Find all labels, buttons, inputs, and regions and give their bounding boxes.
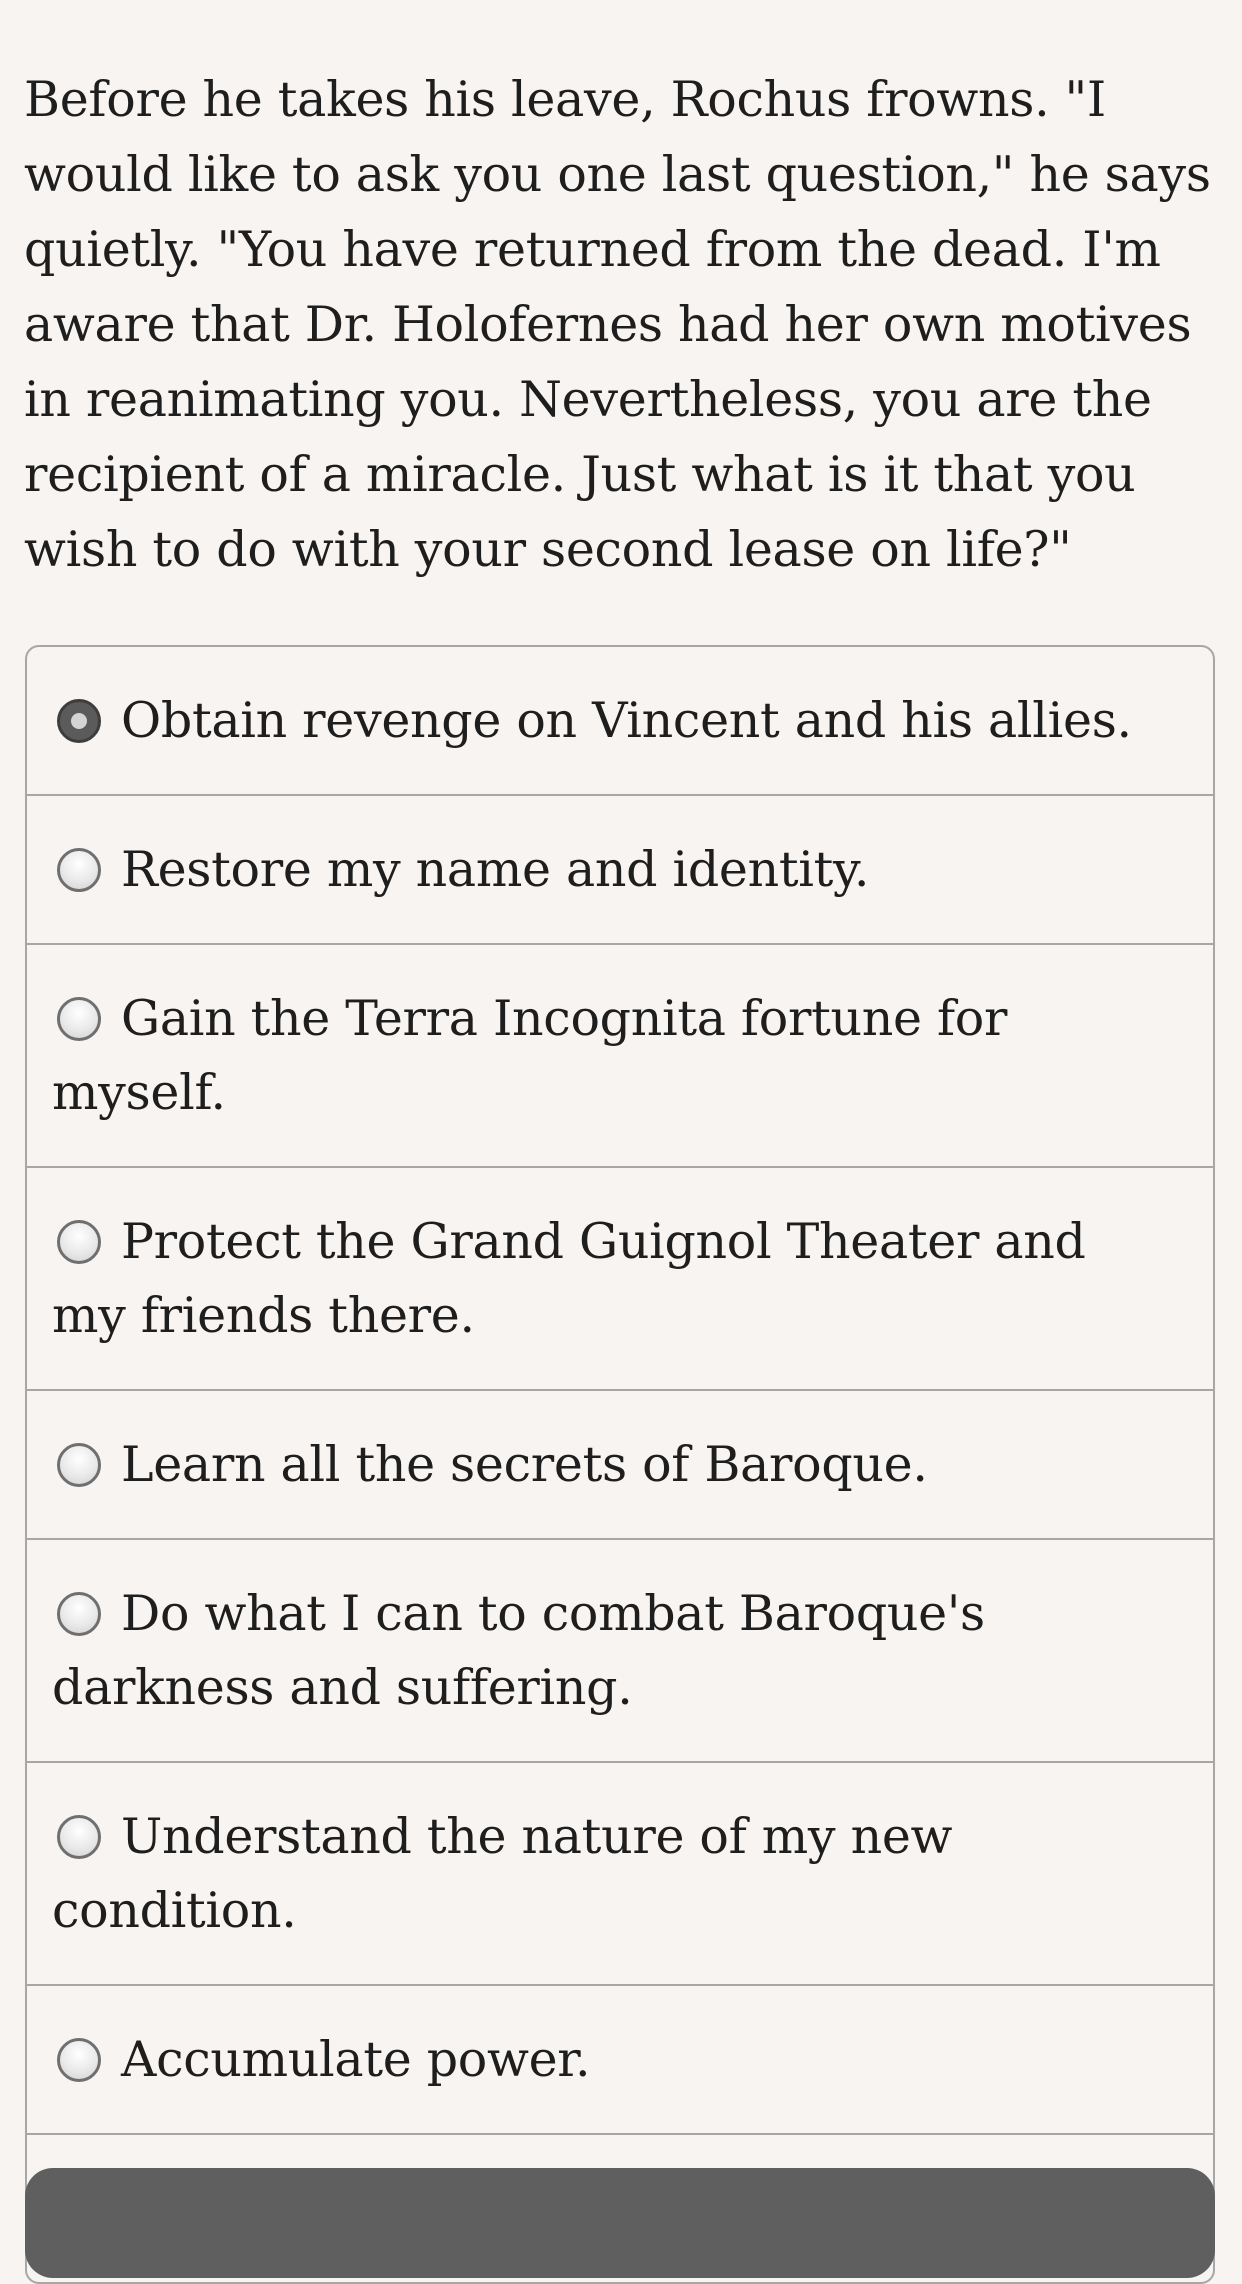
radio-unselected-icon[interactable] (57, 1815, 101, 1859)
choice-label: Restore my name and identity. (121, 841, 870, 898)
choice-label: Understand the nature of my new condition. (52, 1808, 953, 1939)
choice-option[interactable] (27, 1166, 1213, 1389)
choice-label: Accumulate power. (121, 2031, 591, 2088)
choice-option[interactable] (27, 1389, 1213, 1538)
radio-unselected-icon[interactable] (57, 2038, 101, 2082)
radio-unselected-icon[interactable] (57, 1443, 101, 1487)
story-passage: Before he takes his leave, Rochus frowns. "I would like to ask you one last question," he says quietly. "You have returned from the dead. I'm aware that Dr. Holofernes had her own motives in reanimating you. Nevertheless, you are the recipient of a miracle. Just what is it that you wish to do with your second lease on life?" (24, 71, 1211, 578)
choice-list (25, 645, 1215, 2284)
next-button[interactable] (25, 2168, 1215, 2278)
choice-option[interactable] (27, 1984, 1213, 2133)
choice-label: Do what I can to combat Baroque's darkness and suffering. (52, 1585, 985, 1716)
choice-label: Gain the Terra Incognita fortune for myself. (52, 990, 1008, 1121)
radio-selected-icon[interactable] (57, 699, 101, 743)
choice-label: Obtain revenge on Vincent and his allies. (121, 692, 1132, 749)
choice-option[interactable] (27, 794, 1213, 943)
choice-label: Protect the Grand Guignol Theater and my friends there. (52, 1213, 1086, 1344)
radio-unselected-icon[interactable] (57, 1592, 101, 1636)
choice-label: Learn all the secrets of Baroque. (121, 1436, 928, 1493)
radio-unselected-icon[interactable] (57, 997, 101, 1041)
radio-unselected-icon[interactable] (57, 1220, 101, 1264)
choice-option[interactable] (27, 943, 1213, 1166)
choice-option[interactable] (27, 647, 1213, 794)
choice-option[interactable] (27, 1538, 1213, 1761)
choice-option[interactable] (27, 1761, 1213, 1984)
radio-unselected-icon[interactable] (57, 848, 101, 892)
